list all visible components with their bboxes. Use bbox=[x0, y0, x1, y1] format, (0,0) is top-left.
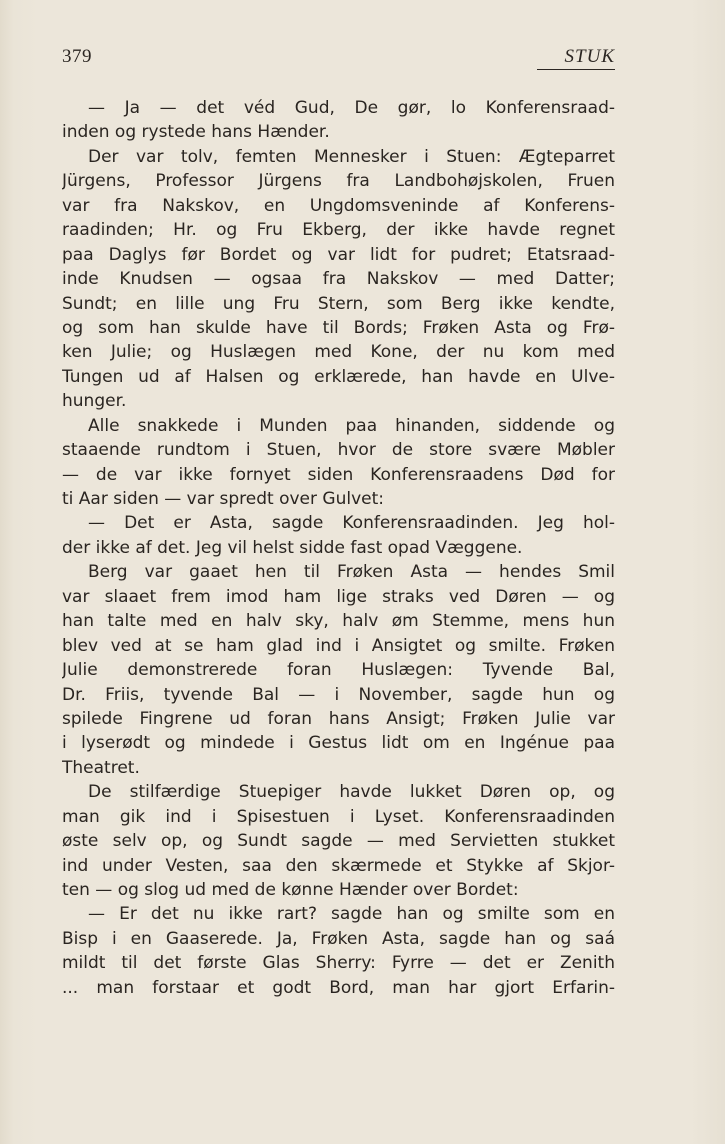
text-line: Tungen ud af Halsen og erklærede, han havde en Ulve- bbox=[62, 366, 615, 387]
text-line: Theatret. bbox=[62, 757, 140, 778]
body-text bbox=[62, 96, 615, 1000]
text-line: ten — og slog ud med de kønne Hænder over Bordet: bbox=[62, 880, 519, 900]
running-title: STUK bbox=[537, 46, 615, 70]
text-line: var fra Nakskov, en Ungdomsveninde af Konferens- bbox=[62, 195, 615, 216]
text-line: Alle snakkede i Munden paa hinanden, siddende og bbox=[88, 415, 615, 436]
text-line: Sundt; en lille ung Fru Stern, som Berg ikke kendte, bbox=[62, 293, 615, 314]
text-line: ind under Vesten, saa den skærmede et Stykke af Skjor- bbox=[62, 855, 615, 876]
text-line: var slaaet frem imod ham lige straks ved Døren — og bbox=[62, 586, 615, 607]
text-line: ti Aar siden — var spredt over Gulvet: bbox=[62, 489, 384, 509]
text-line: paa Daglys før Bordet og var lidt for pudret; Etatsraad- bbox=[62, 244, 615, 265]
text-line: man gik ind i Spisestuen i Lyset. Konferensraadinden bbox=[62, 806, 615, 827]
text-line: blev ved at se ham glad ind i Ansigtet og smilte. Frøken bbox=[62, 635, 615, 656]
text-line: Julie demonstrerede foran Huslægen: Tyvende Bal, bbox=[62, 660, 615, 681]
text-line: ken Julie; og Huslægen med Kone, der nu kom med bbox=[62, 342, 615, 363]
text-line: inden og rystede hans Hænder. bbox=[62, 122, 330, 143]
text-line: raadinden; Hr. og Fru Ekberg, der ikke havde regnet bbox=[62, 220, 615, 241]
page-number: 379 bbox=[62, 46, 92, 67]
page-header bbox=[62, 46, 615, 74]
text-line: Jürgens, Professor Jürgens fra Landbohøjskolen, Fruen bbox=[62, 171, 615, 192]
text-line: han talte med en halv sky, halv øm Stemme, mens hun bbox=[62, 611, 615, 632]
text-line: mildt til det første Glas Sherry: Fyrre — det er Zenith bbox=[62, 953, 615, 974]
text-line: staaende rundtom i Stuen, hvor de store svære Møbler bbox=[62, 440, 615, 461]
text-line: — de var ikke fornyet siden Konferensraadens Død for bbox=[62, 464, 615, 485]
text-line: De stilfærdige Stuepiger havde lukket Døren op, og bbox=[88, 782, 615, 803]
text-line: — Det er Asta, sagde Konferensraadinden. Jeg hol- bbox=[88, 513, 615, 534]
text-line: og som han skulde have til Bords; Frøken Asta og Frø- bbox=[62, 317, 615, 338]
text-line: — Ja — det véd Gud, De gør, lo Konferensraad- bbox=[88, 98, 615, 118]
text-line: i lyserødt og mindede i Gestus lidt om en Ingénue paa bbox=[62, 733, 615, 754]
text-line: Der var tolv, femten Mennesker i Stuen: Ægteparret bbox=[88, 146, 615, 167]
text-line: øste selv op, og Sundt sagde — med Servietten stukket bbox=[62, 831, 615, 852]
text-line: — Er det nu ikke rart? sagde han og smilte som en bbox=[88, 904, 615, 925]
text-line: spilede Fingrene ud foran hans Ansigt; Frøken Julie var bbox=[62, 708, 615, 729]
text-line: Dr. Friis, tyvende Bal — i November, sagde hun og bbox=[62, 684, 615, 705]
text-line: Berg var gaaet hen til Frøken Asta — hendes Smil bbox=[88, 562, 615, 583]
text-line: hunger. bbox=[62, 391, 127, 412]
text-line: Bisp i en Gaaserede. Ja, Frøken Asta, sagde han og saá bbox=[62, 928, 615, 949]
text-line: inde Knudsen — ogsaa fra Nakskov — med Datter; bbox=[62, 269, 615, 290]
text-line: ... man forstaar et godt Bord, man har gjort Erfarin- bbox=[62, 977, 615, 998]
text-line: der ikke af det. Jeg vil helst sidde fast opad Væggene. bbox=[62, 537, 523, 558]
